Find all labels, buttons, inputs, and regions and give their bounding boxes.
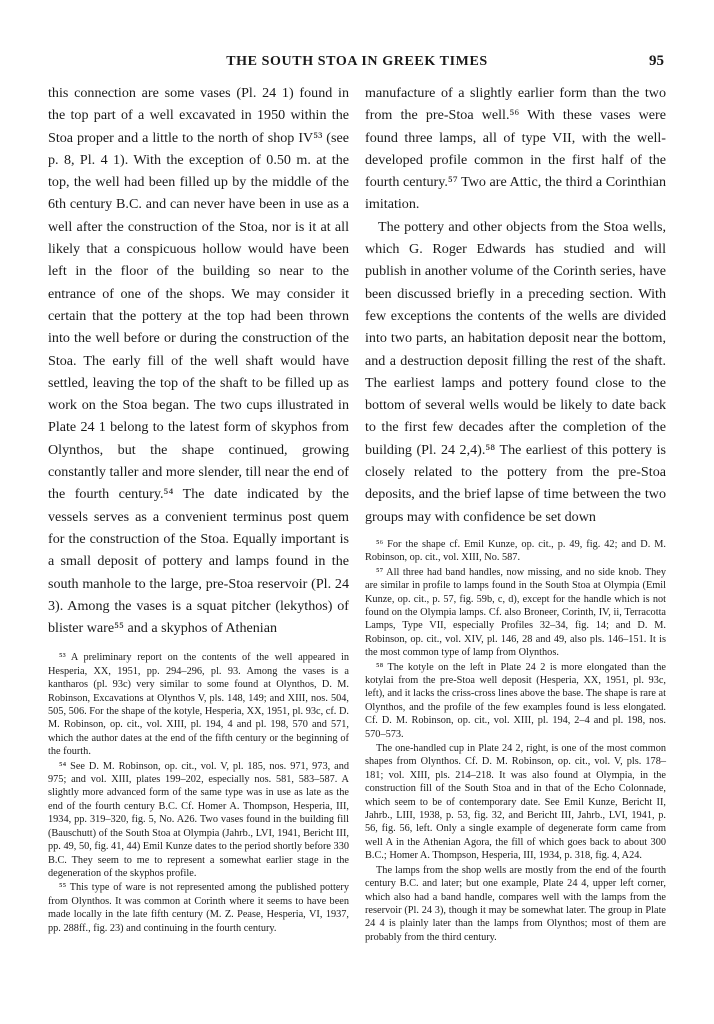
footnote-55: ⁵⁵ This type of ware is not represented among the published pottery from Olynthos. It was common at Corinth where it seems to have been made locally in the late fifth century (M. Z. Pease, Hesperia, VI, 1937, pp. 288ff., fig. 23) and continuing in the fourth century. — [48, 882, 349, 934]
body-paragraph: manufacture of a slightly earlier form than the two from the pre-Stoa well.⁵⁶ With these vases were found three lamps, all of type VII, with the well-developed profile common in the first half of the fourth century.⁵⁷ Two are Attic, the third a Corinthian imitation. — [365, 85, 666, 213]
body-paragraph: The pottery and other objects from the Stoa wells, which G. Roger Edwards has studied and will publish in another volume of the Corinth series, have been discussed briefly in a preceding section. With few exceptions the contents of the wells are divided into two parts, an habitation deposit near the bottom, and a destruction deposit filling the rest of the shaft. The earliest lamps and pottery found close to the bottom of several wells would be likely to date back to the first few decades after the completion of the building (Pl. 24 2,4).⁵⁸ The earliest of this pottery is closely related to the pottery from the pre-Stoa deposits, and the brief lapse of time between the two groups may with confidence be set down — [365, 218, 666, 525]
footnote-58-continued: The lamps from the shop wells are mostly from the end of the fourth century B.C. and later; but one example, Plate 24 4, upper left corner, which also had a band handle, compares well with the lamps from the reservoir (Pl. 24 3), though it may be somewhat later. The group in Plate 24 4 is plainly later than the lamps from Olynthos; most of them are probably from the third century. — [365, 864, 666, 943]
left-column — [48, 82, 349, 936]
running-title: THE SOUTH STOA IN GREEK TIMES — [226, 54, 488, 69]
body-paragraph: this connection are some vases (Pl. 24 1) found in the top part of a well excavated in 1950 within the Stoa proper and a little to the north of shop IV⁵³ (see p. 8, Pl. 4 1). With the exception of 0.50 m. at the top, the well had been filled up by the middle of the 6th century B.C. and can never have been in use as a well after the construction of the Stoa, nor is it at all likely that a conspicuous hollow would have been left in the floor of the building so near to the entrance of one of the shops. We may consider it certain that the pottery at the top had been thrown into the well before or during the construction of the Stoa. The early fill of the well shaft would have settled, leaving the top of the shaft to be filled up as work on the Stoa began. The two cups illustrated in Plate 24 1 belong to the latest form of skyphos from Olynthos, but the shape continued, growing constantly taller and more slender, till near the end of the fourth century.⁵⁴ The date indicated by the vessels serves as a convenient terminus post quem for the construction of the Stoa. Equally important is a small deposit of pottery and lamps found in the south manhole to the large, pre-Stoa reservoir (Pl. 24 3). Among the vases is a squat pitcher (lekythos) of blister ware⁵⁵ and a skyphos of Athenian — [48, 85, 349, 637]
footnote-56: ⁵⁶ For the shape cf. Emil Kunze, op. cit., p. 49, fig. 42; and D. M. Robinson, op. cit., vol. XIII, No. 587. — [365, 538, 666, 564]
footnote-58: ⁵⁸ The kotyle on the left in Plate 24 2 is more elongated than the kotylai from the pre-Stoa well deposit (Hesperia, XX, 1951, pl. 93c, left), and it lacks the criss-cross lines above the base. The shape is rare at Olynthos, and the profile of the few examples found is less elongated. Cf. D. M. Robinson, op. cit., vol. XIII, pl. 194, 2–4 and pl. 198, nos. 570–573. — [365, 661, 666, 740]
running-header — [50, 54, 664, 76]
footnote-57: ⁵⁷ All three had band handles, now missing, and no side knob. They are similar in profile to lamps found in the South Stoa at Olympia (Emil Kunze, op. cit., p. 57, fig. 59b, c, d), except for the handle which is not found on the Olympia lamps. Cf. also Broneer, Corinth, IV, ii, Terracotta Lamps, Type VII, especially Profiles 32–34, fig. 14; and D. M. Robinson, op. cit., vol. XIV, pl. 146, 28 and 49, also pls. 146–151. It is the most common type of lamp from Olynthos. — [365, 566, 666, 659]
right-column — [365, 82, 666, 945]
footnotes — [365, 538, 666, 944]
page-number: 95 — [649, 53, 664, 69]
footnotes — [48, 651, 349, 935]
footnote-54: ⁵⁴ See D. M. Robinson, op. cit., vol. V, pl. 185, nos. 971, 973, and 975; and vol. XIII, plates 199–202, especially nos. 581, 583–587. A slightly more advanced form of the same type was in use as late as the end of the fourth century B.C. Cf. Homer A. Thompson, Hesperia, III, 1934, pp. 319–320, fig. 5, No. A26. Two vases found in the building fill (Bauschutt) of the South Stoa at Olympia (Jahrb., LVI, 1941, Bericht III, pp. 49, 50, fig. 41, 44) Emil Kunze dates to the period shortly before 330 B.C. They seem to me to represent a somewhat earlier stage in the degeneration of the skyphos profile. — [48, 760, 349, 879]
footnote-58-continued: The one-handled cup in Plate 24 2, right, is one of the most common shapes from Olynthos. Cf. D. M. Robinson, op. cit., vol. V, pls. 178–181; vol. XIII, pls. 214–218. It was also found at Olympia, in the construction fill of the South Stoa and in that of the Echo Colonnade, which seem to be of contemporary date. See Emil Kunze, Bericht II, Jahrb., LIII, 1938, p. 53, fig. 32, and Bericht III, Jahrb., LVI, 1941, p. 56, fig. 56, left. Only a single example of degenerate form came from well A in the Athenian Agora, the fill of which goes back to about 300 B.C.; Homer A. Thompson, Hesperia, III, 1934, p. 318, fig. 4, A24. — [365, 743, 666, 862]
footnote-53: ⁵³ A preliminary report on the contents of the well appeared in Hesperia, XX, 1951, pp. 294–296, pl. 93. Among the vases is a kantharos (pl. 93c) very similar to some found at Olynthos, D. M. Robinson, Excavations at Olynthos V, pls. 148, 149; and XIII, nos. 504, 505, 506. For the shape of the kotyle, Hesperia, XX, 1951, pl. 93c, cf. D. M. Robinson, op. cit., vol. XIII, pl. 194, 4 and pl. 198, 570 and 571, which the author dates at the end of the fifth century or the beginning of the fourth. — [48, 652, 349, 758]
